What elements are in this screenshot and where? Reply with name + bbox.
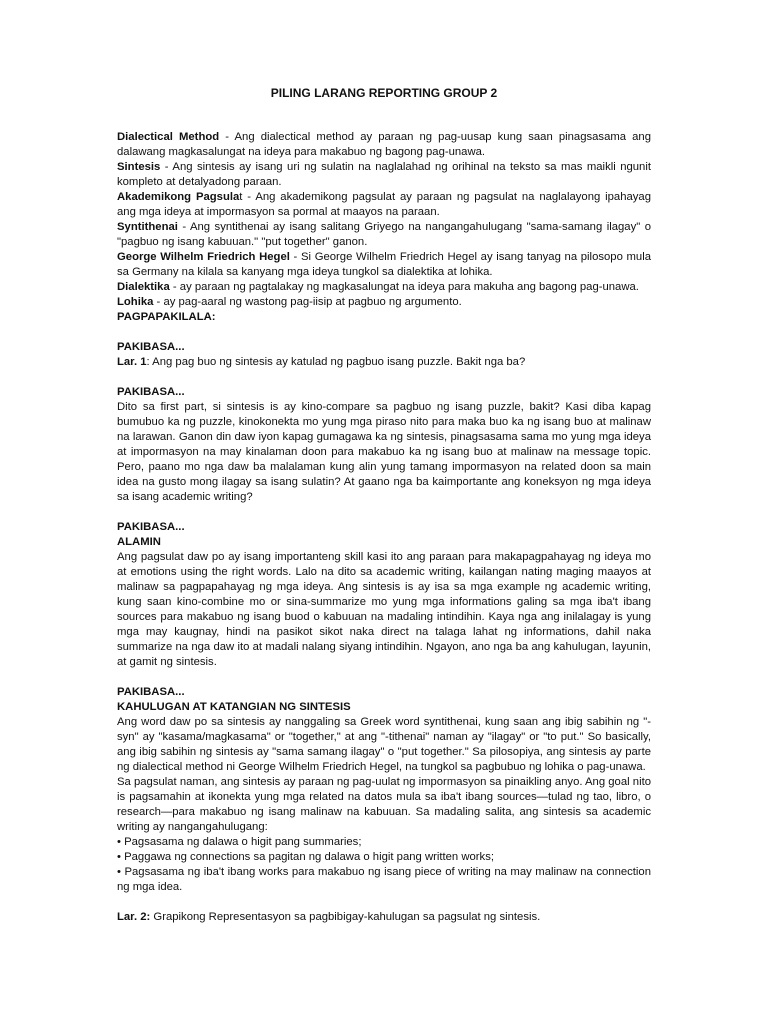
- paragraph-pagsulat: Sa pagsulat naman, ang sintesis ay paraan ng pag-uulat ng impormasyon sa pinaikling anyo. Ang goal nito is pagsamahin at ikonekta yung mga related na datos mula sa iba't ibang sources—tulad ng tao, libro, o research—para makabuo ng isang malinaw na kabuuan. Sa madaling salita, ang sintesis sa academic writing ay nangangahulugang:: [117, 776, 651, 833]
- lar2-line: [117, 910, 651, 925]
- definition-hegel: [117, 250, 651, 280]
- definition-text: - ay paraan ng pagtalakay ng magkasalungat na ideya para makuha ang bagong pag-unawa.: [169, 281, 639, 293]
- term: Akademikong Pagsula: [117, 191, 240, 203]
- section-heading-pagpapakilala: PAGPAPAKILALA:: [117, 311, 216, 323]
- definition-sintesis: [117, 160, 651, 190]
- definition-dialektika: [117, 280, 651, 295]
- paragraph-alamin: Ang pagsulat daw po ay isang importanteng skill kasi ito ang paraan para makapagpahayag ng ideya mo at emotions using the right words. Lalo na dito sa academic writing, kailangan nating maging maayos at malinaw sa pagpapahayag ng mga ideya. Ang sintesis is ay isa sa mga example ng academic writing, kung saan kino-combine mo or sina-summarize mo yung mga informations galing sa mga iba't ibang sources para makabuo ng isang buod o kabuuan na madaling intindihin. Kaya nga ang inilalagay is yung mga may kaugnay, hindi na pasikot sikot naka direct na talaga lahat ng informations, dahil naka summarize na nga daw ito at madali nalang siyang intindihin. Ngayon, ano nga ba ang kahulugan, layunin, at gamit ng sintesis.: [117, 551, 651, 668]
- lar2-text: Grapikong Representasyon sa pagbibigay-kahulugan sa pagsulat ng sintesis.: [150, 911, 541, 923]
- lar1-label: Lar. 1: [117, 356, 147, 368]
- definition-text: - Ang sintesis ay isang uri ng sulatin na naglalahad ng orihinal na teksto sa mas maikli ngunit kompleto at detalyadong paraan.: [117, 161, 651, 188]
- section-heading-pakibasa: PAKIBASA...: [117, 686, 185, 698]
- definition-text: - Ang dialectical method ay paraan ng pag-uusap kung saan pinagsasama ang dalawang magkasalungat na ideya para makabuo ng bagong pag-unawa.: [117, 131, 651, 158]
- term: Dialektika: [117, 281, 170, 293]
- definition-text: - ay pag-aaral ng wastong pag-iisip at pagbuo ng argumento.: [153, 296, 462, 308]
- section-heading-pakibasa: PAKIBASA...: [117, 341, 185, 353]
- definition-text: t - Ang akademikong pagsulat ay paraan ng pagsulat na naglalayong ipahayag ang mga ideya at impormasyon sa pormal at maayos na paraan.: [117, 191, 651, 218]
- document-title: PILING LARANG REPORTING GROUP 2: [270, 86, 498, 100]
- definition-dialectical-method: [117, 130, 651, 160]
- paragraph-kahulugan: Ang word daw po sa sintesis ay nanggaling sa Greek word syntithenai, kung saan ang ibig sabihin ng "-syn" ay "kasama/magkasama" or "together," at ang "-tithenai" naman ay "ilagay" or "to put." So basically, ang ibig sabihin ng sintesis ay "sama samang ilagay" o "put together." Sa pilosopiya, ang sintesis ay parte ng dialectical method ni George Wilhelm Friedrich Hegel, na tungkol sa pagbubuo ng lohika o pag-unawa.: [117, 716, 651, 773]
- section-heading-alamin: ALAMIN: [117, 536, 161, 548]
- definition-text: - Ang syntithenai ay isang salitang Griyego na nangangahulugang "sama-samang ilagay" o "pagbuo ng isang kabuuan." "put together" ganon.: [117, 221, 651, 248]
- bullet-list: [117, 835, 651, 895]
- definition-syntithenai: [117, 220, 651, 250]
- term: Syntithenai: [117, 221, 178, 233]
- paragraph-puzzle: Dito sa first part, si sintesis is ay kino-compare sa pagbuo ng isang puzzle, bakit? Kasi diba kapag bumubuo ka ng puzzle, kinokonekta mo yung mga piraso nito para maka buo ka ng isang buo at malinaw na larawan. Ganon din daw iyon kapag gumagawa ka ng sintesis, pinagsasama sama mo yung mga ideya at impormasyon na may kinalaman doon para makabuo ka ng isang buo at malinaw na message topic. Pero, paano mo nga daw ba malalaman kung alin yung tamang impormasyon na related doon sa main idea na gusto mong ilagay sa isang sulatin? At gaano nga ba kaimportante ang koneksyon ng mga ideya sa isang academic writing?: [117, 401, 651, 503]
- list-item: • Pagsasama ng dalawa o higit pang summaries;: [117, 836, 362, 848]
- definition-akademikong-pagsulat: [117, 190, 651, 220]
- lar2-label: Lar. 2:: [117, 911, 151, 923]
- list-item: • Paggawa ng connections sa pagitan ng dalawa o higit pang written works;: [117, 851, 494, 863]
- definition-text: - Si George Wilhelm Friedrich Hegel ay isang tanyag na pilosopo mula sa Germany na kilala sa kanyang mga ideya tungkol sa dialektika at lohika.: [117, 251, 652, 278]
- section-heading-pakibasa: PAKIBASA...: [117, 386, 185, 398]
- term: Lohika: [117, 296, 154, 308]
- section-heading-pakibasa: PAKIBASA...: [117, 521, 185, 533]
- term: Sintesis: [117, 161, 161, 173]
- term: George Wilhelm Friedrich Hegel: [117, 251, 290, 263]
- lar1-line: [117, 355, 651, 370]
- list-item: • Pagsasama ng iba't ibang works para makabuo ng isang piece of writing na may malinaw na connection ng mga idea.: [117, 866, 651, 893]
- definitions-list: [117, 130, 651, 310]
- term: Dialectical Method: [117, 131, 220, 143]
- definition-lohika: [117, 295, 651, 310]
- section-heading-kahulugan: KAHULUGAN AT KATANGIAN NG SINTESIS: [117, 701, 351, 713]
- lar1-text: : Ang pag buo ng sintesis ay katulad ng pagbuo isang puzzle. Bakit nga ba?: [146, 356, 526, 368]
